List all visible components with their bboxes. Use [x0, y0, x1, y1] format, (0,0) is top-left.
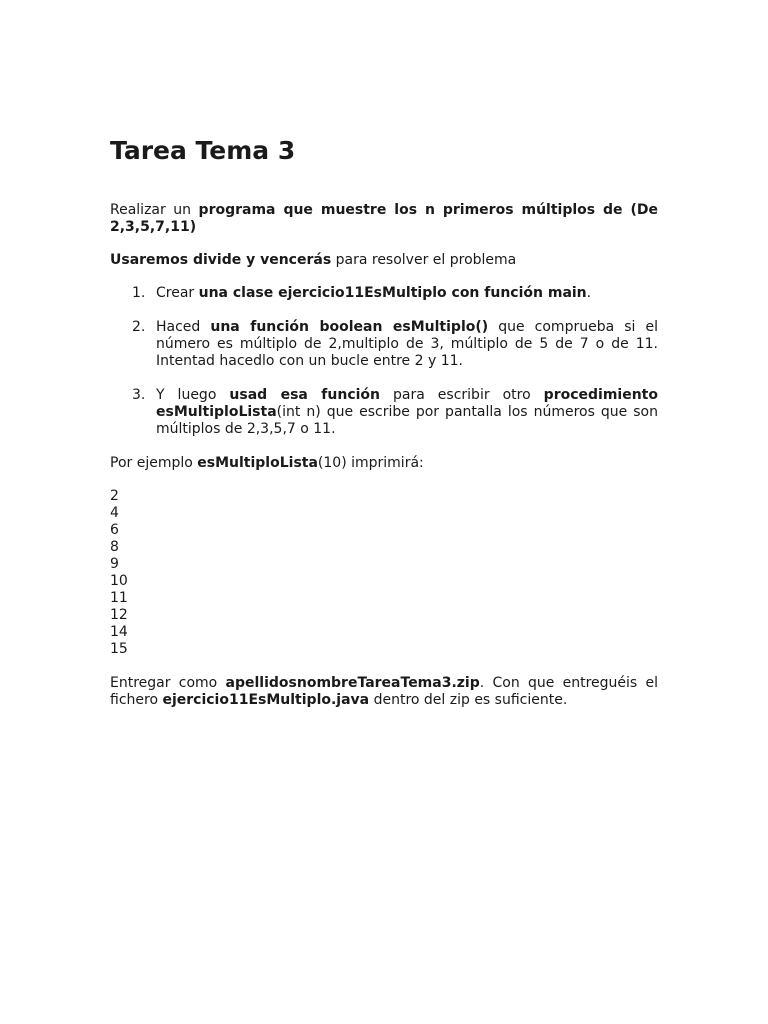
step-3-bold-b: procedimiento esMultiploLista: [156, 387, 658, 420]
output-number: 4: [110, 505, 119, 521]
output-number: 9: [110, 556, 119, 572]
delivery-zip-name: apellidosnombreTareaTema3.zip: [225, 675, 480, 691]
example-suffix: (10) imprimirá:: [317, 455, 424, 471]
step-text: [156, 285, 658, 302]
steps-list: [110, 285, 658, 438]
strategy-rest: para resolver el problema: [331, 252, 517, 268]
output-number: 2: [110, 488, 119, 504]
delivery-java-file: ejercicio11EsMultiplo.java: [162, 692, 370, 708]
output-number: 10: [110, 573, 128, 589]
strategy-paragraph: [110, 252, 658, 269]
output-number: 15: [110, 641, 128, 657]
step-1-bold-a: una clase ejercicio11EsMultiplo con función main: [198, 285, 587, 301]
output-number: 12: [110, 607, 128, 623]
output-number: 8: [110, 539, 119, 555]
step-number: 3.: [132, 387, 146, 403]
step-3-text-b: para escribir otro: [380, 387, 544, 403]
step-number: 2.: [132, 319, 146, 335]
document-content: [110, 136, 658, 709]
output-number: 14: [110, 624, 128, 640]
step-2-text-b: que comprueba si el número es múltiplo de 2,multiplo de 3, múltiplo de 5 de 7 o de 11. Intentad hacedlo con un bucle entre 2 y 11.: [156, 319, 658, 369]
list-item: [110, 319, 658, 370]
example-prefix: Por ejemplo: [110, 455, 198, 471]
step-number: 1.: [132, 285, 146, 301]
delivery-paragraph: [110, 675, 658, 709]
example-bold: esMultiploLista: [197, 455, 318, 471]
output-number: 11: [110, 590, 128, 606]
step-1-text-a: Crear: [156, 285, 199, 301]
output-number: 6: [110, 522, 119, 538]
step-3-text-a: Y luego: [156, 387, 230, 403]
list-item: [110, 387, 658, 438]
delivery-text-b: . Con que entreguéis el fichero: [110, 675, 659, 708]
delivery-text-c: dentro del zip es suficiente.: [369, 692, 568, 708]
step-1-text-b: .: [586, 285, 592, 301]
step-2-bold-a: una función boolean esMultiplo(): [210, 319, 489, 335]
step-text: [156, 319, 658, 370]
strategy-bold: Usaremos divide y vencerás: [110, 252, 332, 268]
page-title: Tarea Tema 3: [110, 136, 296, 165]
step-3-text-c: (int n) que escribe por pantalla los números que son múltiplos de 2,3,5,7 o 11.: [156, 404, 658, 437]
list-item: [110, 285, 658, 302]
example-paragraph: [110, 455, 658, 472]
output-numbers-list: [110, 488, 658, 658]
intro-bold: programa que muestre los n primeros múltiplos de (De 2,3,5,7,11): [110, 202, 659, 235]
intro-paragraph: [110, 202, 658, 236]
delivery-text-a: Entregar como: [110, 675, 226, 691]
step-2-text-a: Haced: [156, 319, 211, 335]
step-3-bold-a: usad esa función: [229, 387, 380, 403]
step-text: [156, 387, 658, 438]
intro-prefix: Realizar un: [110, 202, 199, 218]
